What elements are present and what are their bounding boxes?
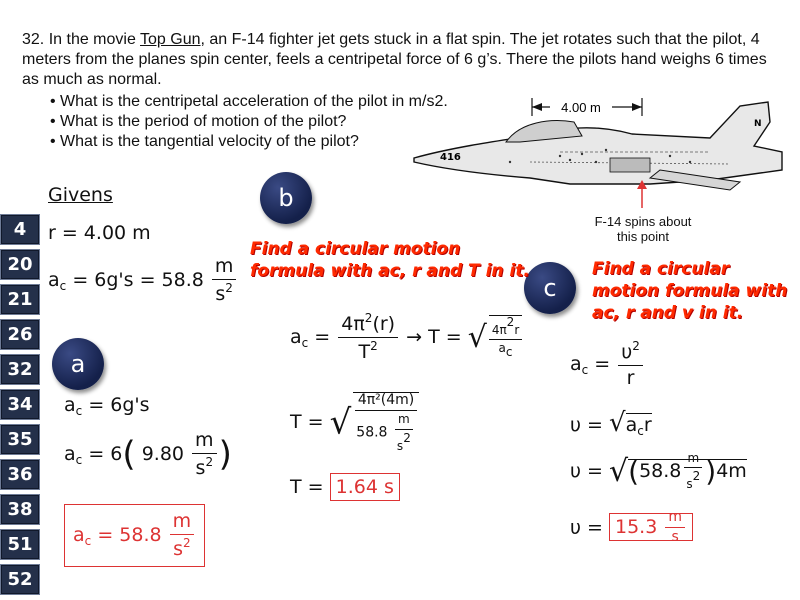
part-c-formula: $a_c$ = $\frac{\upsilon^2}{r}$ xyxy=(570,340,645,389)
part-c-substitution: υ = √(58.8 $\frac{m}{s2}$ )4m xyxy=(570,451,747,492)
unit-fraction: $\frac{m}{s^2}$ xyxy=(212,256,237,305)
movie-title: Top Gun xyxy=(140,31,201,48)
part-c-sqrt: $\upsilon = √a_cr$ xyxy=(570,408,652,438)
given-acceleration: $a_c = 6g's = 58.8$ $\frac{m}{s^2}$ xyxy=(48,256,238,305)
givens-title: Givens xyxy=(48,184,113,206)
spin-point-label: F-14 spins about this point xyxy=(594,214,692,244)
part-a-line-1: $a_c = 6g's$ xyxy=(64,394,150,418)
part-b-answer: 1.64 s xyxy=(330,473,400,501)
part-c-hint: Find a circular motion formula with aᴄ, r and v in it. xyxy=(592,259,788,323)
slide-link-51[interactable]: 51 xyxy=(0,529,40,560)
svg-text:N: N xyxy=(754,119,762,129)
part-b-formula: $a_c$ = $\frac{4\pi^2(r)}{T^2}$ → T = √ $\frac{4\pi 2r}{ac}$ xyxy=(290,312,524,363)
slide-link-26[interactable]: 26 xyxy=(0,319,40,350)
badge-a: a xyxy=(52,338,104,390)
badge-b: b xyxy=(260,172,312,224)
badge-c: c xyxy=(524,262,576,314)
slide-link-4[interactable]: 4 xyxy=(0,214,40,245)
f14-jet-figure xyxy=(410,92,790,232)
slide-link-20[interactable]: 20 xyxy=(0,249,40,280)
part-b-hint: Find a circular motion formula with aᴄ, r and T in it. xyxy=(250,239,530,281)
part-b-substitution: T = √ 4π²(4m) 58.8 $\frac{m}{s2}$ xyxy=(290,392,421,453)
slide-link-32[interactable]: 32 xyxy=(0,354,40,385)
part-c-answer: 15.3 $\frac{m}{s}$ xyxy=(609,513,693,541)
question-item: • What is the period of motion of the pilot? xyxy=(50,112,782,132)
part-a-answer: $a_c = 58.8$ $\frac{m}{s^2}$ xyxy=(64,504,205,567)
slide-link-38[interactable]: 38 xyxy=(0,494,40,525)
part-c-answer-line: υ = 15.3 $\frac{m}{s}$ xyxy=(570,510,693,546)
slide-link-36[interactable]: 36 xyxy=(0,459,40,490)
slide-link-52[interactable]: 52 xyxy=(0,564,40,595)
slide-number-nav xyxy=(0,214,44,599)
slide-link-34[interactable]: 34 xyxy=(0,389,40,420)
question-item: • What is the tangential velocity of the pilot? xyxy=(50,132,782,152)
question-item: • What is the centripetal acceleration of the pilot in m/s2. xyxy=(50,92,782,112)
part-a-line-2: $a_c = 6$( 9.80 $\frac{m}{s^2}$ ) xyxy=(64,429,232,479)
svg-text:416: 416 xyxy=(440,152,461,163)
slide-link-35[interactable]: 35 xyxy=(0,424,40,455)
given-radius: r = 4.00 m xyxy=(48,222,151,244)
part-b-answer-line: T = 1.64 s xyxy=(290,476,400,498)
slide-link-21[interactable]: 21 xyxy=(0,284,40,315)
dimension-label: 4.00 m xyxy=(561,100,601,115)
dimension-arrow-right xyxy=(632,103,642,111)
problem-text: 32. In the movie Top Gun, an F-14 fighter jet gets stuck in a flat spin. The jet rotates such that the pilot, 4 meters from the planes spin center, feels a centripetal force of 6 g’s. There the pilots hand weighs 6 times as much as normal. xyxy=(22,31,767,88)
dimension-arrow-left xyxy=(532,103,542,111)
